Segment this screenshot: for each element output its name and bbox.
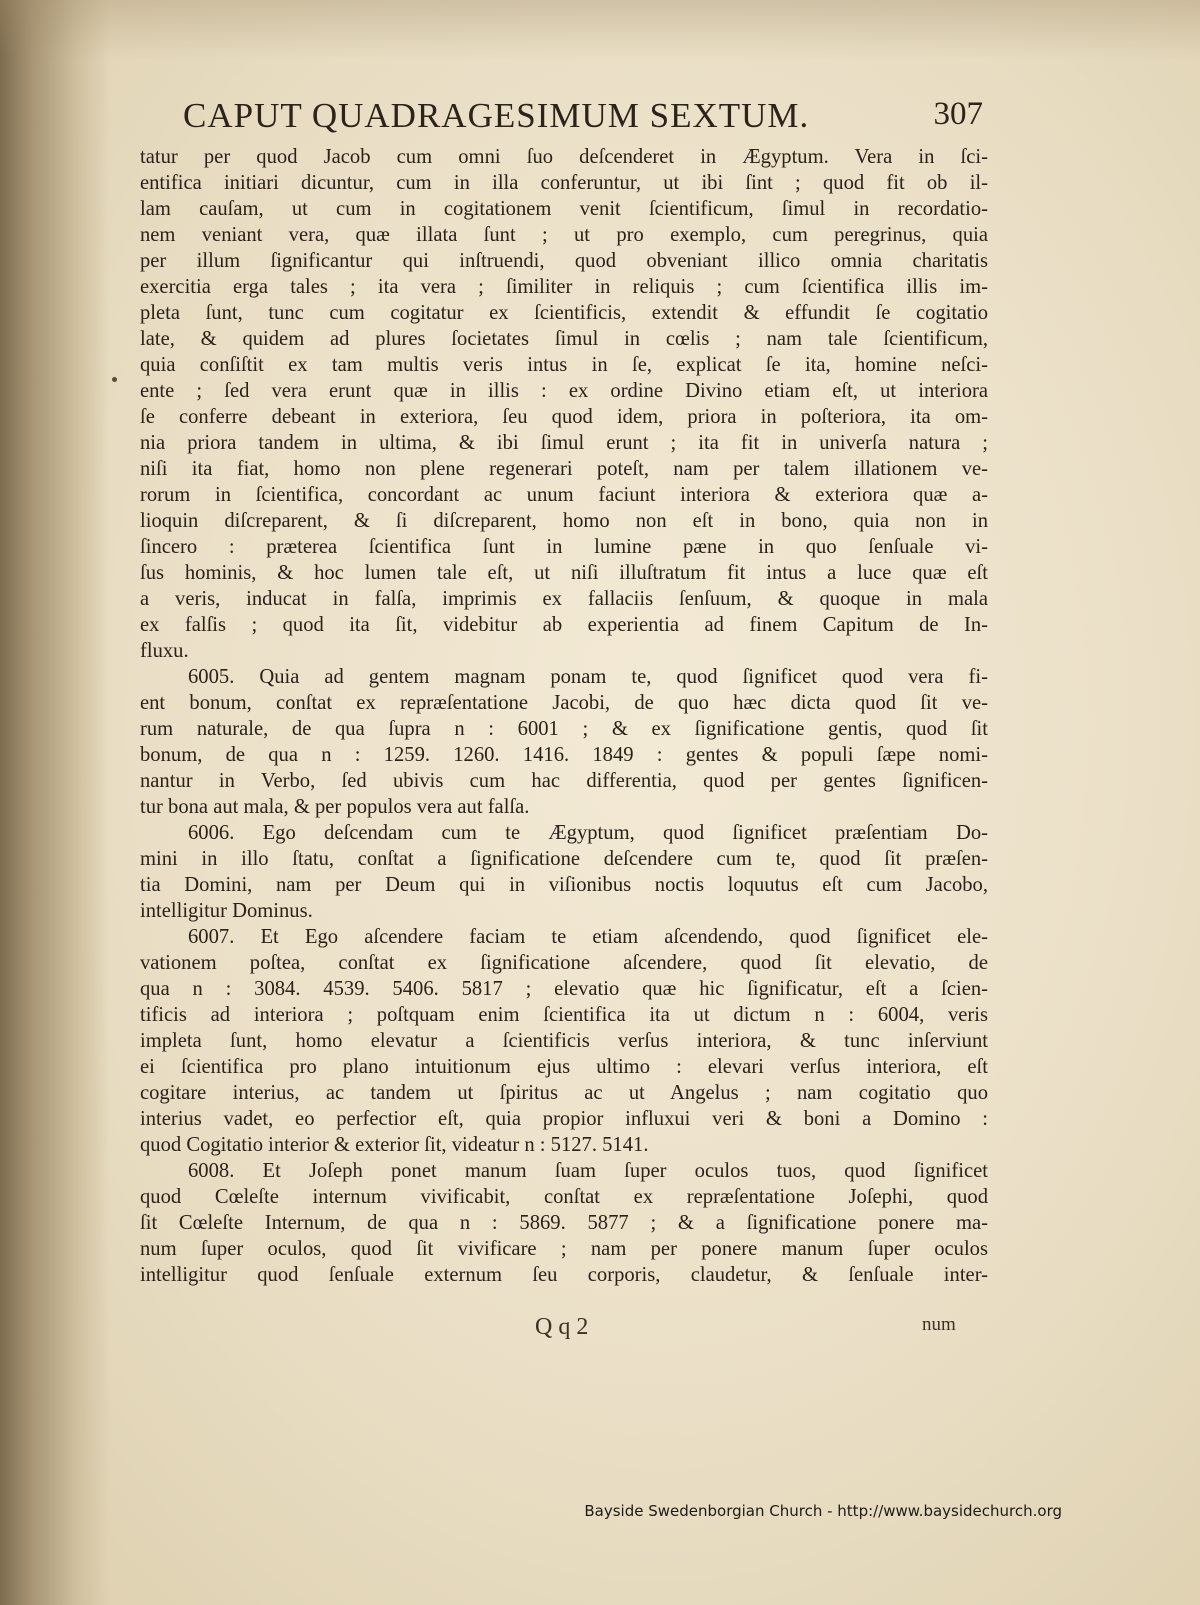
catchword: num — [922, 1314, 956, 1335]
text-line: tificis ad interiora ; poſtquam enim ſcientifica ita ut dictum n : 6004, veris — [140, 1004, 988, 1026]
body-text — [140, 144, 988, 1288]
text-line: a veris, inducat in falſa, imprimis ex fallaciis ſenſuum, & quoque in mala — [140, 588, 988, 610]
page-number: 307 — [933, 96, 983, 132]
text-line: niſi ita fiat, homo non plene regenerari poteſt, nam per talem illationem ve- — [140, 458, 988, 480]
text-line: num ſuper oculos, quod ſit vivificare ; nam per ponere manum ſuper oculos — [140, 1238, 988, 1260]
text-line: ſincero : præterea ſcientifica ſunt in lumine pæne in quo ſenſuale vi- — [140, 536, 988, 558]
text-line: ſus hominis, & hoc lumen tale eſt, ut niſi illuſtratum fit intus a luce quæ eſt — [140, 562, 988, 584]
text-line: quod Cœleſte internum vivificabit, conſtat ex repræſentatione Joſephi, quod — [140, 1186, 988, 1208]
text-line: quod Cogitatio interior & exterior ſit, videatur n : 5127. 5141. — [140, 1134, 649, 1156]
text-line: rorum in ſcientifica, concordant ac unum faciunt interiora & exteriora quæ a- — [140, 484, 988, 506]
page-header — [183, 96, 983, 146]
text-line: 6005. Quia ad gentem magnam ponam te, quod ſignificet quod vera fi- — [188, 666, 988, 688]
text-line: lam cauſam, ut cum in cogitationem venit ſcientificum, ſimul in recordatio- — [140, 198, 988, 220]
text-line: rum naturale, de qua ſupra n : 6001 ; & ex ſignificatione gentis, quod ſit — [140, 718, 988, 740]
text-line: qua n : 3084. 4539. 5406. 5817 ; elevatio quæ hic ſignificatur, eſt a ſcien- — [140, 978, 988, 1000]
text-line: impleta ſunt, homo elevatur a ſcientificis verſus interiora, & tunc inſerviunt — [140, 1030, 988, 1052]
text-line: nia priora tandem in ultima, & ibi ſimul erunt ; ita fit in univerſa natura ; — [140, 432, 988, 454]
text-line: ſit Cœleſte Internum, de qua n : 5869. 5877 ; & a ſignificatione ponere ma- — [140, 1212, 988, 1234]
text-line: ente ; ſed vera erunt quæ in illis : ex ordine Divino etiam eſt, ut interiora — [140, 380, 988, 402]
text-line: 6007. Et Ego aſcendere faciam te etiam aſcendendo, quod ſignificet ele- — [188, 926, 988, 948]
text-line: ſe conferre debeant in exteriora, ſeu quod idem, priora in poſteriora, ita om- — [140, 406, 988, 428]
text-line: entifica initiari dicuntur, cum in illa conferuntur, ut ibi ſint ; quod fit ob il- — [140, 172, 988, 194]
running-title: CAPUT QUADRAGESIMUM SEXTUM. — [183, 96, 810, 135]
text-line: 6006. Ego deſcendam cum te Ægyptum, quod ſignificet præſentiam Do- — [188, 822, 988, 844]
text-line: pleta ſunt, tunc cum cogitatur ex ſcientificis, extendit & effundit ſe cogitatio — [140, 302, 988, 324]
text-line: ex falſis ; quod ita ſit, videbitur ab experientia ad finem Capitum de In- — [140, 614, 988, 636]
margin-mark — [112, 377, 117, 382]
top-shadow — [0, 0, 1200, 60]
spine-shadow — [0, 0, 110, 1605]
watermark-credit: Bayside Swedenborgian Church - http://www.baysidechurch.org — [584, 1502, 1062, 1520]
text-line: bonum, de qua n : 1259. 1260. 1416. 1849 : gentes & populi ſæpe nomi- — [140, 744, 988, 766]
text-line: nantur in Verbo, ſed ubivis cum hac differentia, quod per gentes ſignificen- — [140, 770, 988, 792]
text-line: 6008. Et Joſeph ponet manum ſuam ſuper oculos tuos, quod ſignificet — [188, 1160, 988, 1182]
text-line: ei ſcientifica pro plano intuitionum ejus ultimo : elevari verſus interiora, eſt — [140, 1056, 988, 1078]
text-line: exercitia erga tales ; ita vera ; ſimiliter in reliquis ; cum ſcientifica illis im- — [140, 276, 988, 298]
text-line: tatur per quod Jacob cum omni ſuo deſcenderet in Ægyptum. Vera in ſci- — [140, 146, 988, 168]
text-line: quia conſiſtit ex tam multis veris intus in ſe, explicat ſe ita, homine neſci- — [140, 354, 988, 376]
text-line: tia Domini, nam per Deum qui in viſionibus noctis loquutus eſt cum Jacobo, — [140, 874, 988, 896]
text-line: tur bona aut mala, & per populos vera aut falſa. — [140, 796, 530, 818]
text-line: mini in illo ſtatu, conſtat a ſignificatione deſcendere cum te, quod ſit præſen- — [140, 848, 988, 870]
text-line: interius vadet, eo perfectior eſt, quia propior influxui veri & boni a Domino : — [140, 1108, 988, 1130]
text-line: intelligitur quod ſenſuale externum ſeu corporis, claudetur, & ſenſuale inter- — [140, 1264, 988, 1286]
text-line: lioquin diſcreparent, & ſi diſcreparent, homo non eſt in bono, quia non in — [140, 510, 988, 532]
text-line: cogitare interius, ac tandem ut ſpiritus ac ut Angelus ; nam cogitatio quo — [140, 1082, 988, 1104]
text-line: ent bonum, conſtat ex repræſentatione Jacobi, de quo hæc dicta quod ſit ve- — [140, 692, 988, 714]
text-line: vationem poſtea, conſtat ex ſignificatione aſcendere, quod ſit elevatio, de — [140, 952, 988, 974]
text-line: nem veniant vera, quæ illata ſunt ; ut pro exemplo, cum peregrinus, quia — [140, 224, 988, 246]
text-line: intelligitur Dominus. — [140, 900, 313, 922]
text-line: fluxu. — [140, 640, 189, 662]
signature-mark: Q q 2 — [535, 1314, 589, 1340]
text-line: late, & quidem ad plures ſocietates ſimul in cœlis ; nam tale ſcientificum, — [140, 328, 988, 350]
text-line: per illum ſignificantur qui inſtruendi, quod obveniant illico omnia charitatis — [140, 250, 988, 272]
